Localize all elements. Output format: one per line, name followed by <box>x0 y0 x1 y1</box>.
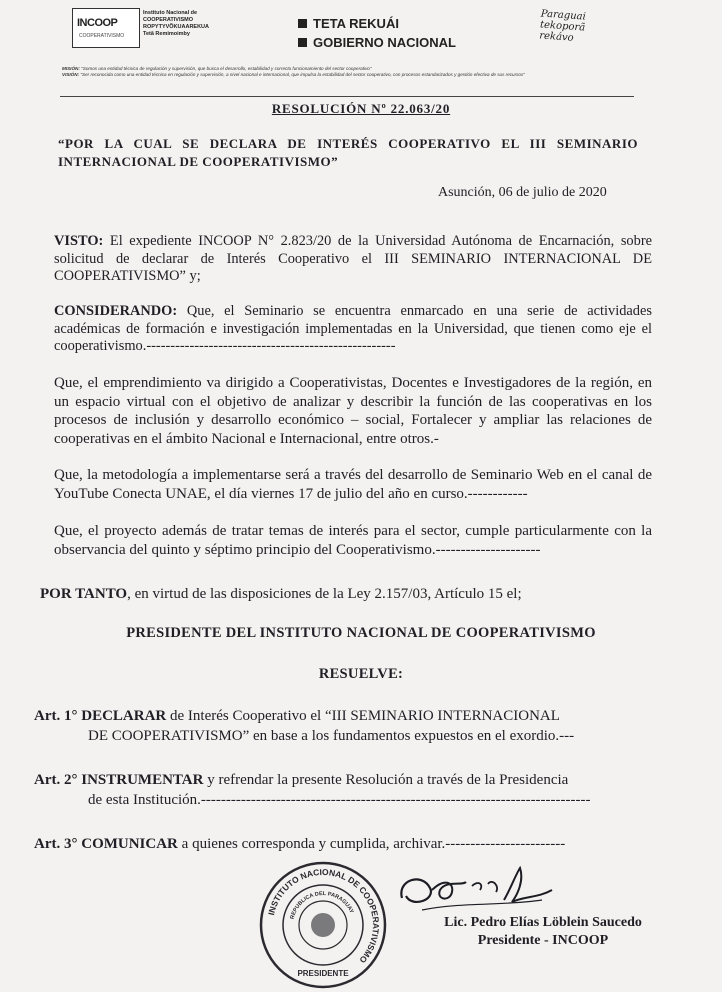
signer-name: Lic. Pedro Elías Löblein Saucedo <box>444 915 642 930</box>
art3-label: Art. 3° COMUNICAR <box>34 836 178 852</box>
que-paragraph-3: Que, el proyecto además de tratar temas de interés para el sector, cumple particularmente con la observancia del quinto y séptimo principio del Cooperativismo.--------------------- <box>54 523 652 558</box>
seal-bottom-text: PRESIDENTE <box>297 969 349 978</box>
por-tanto-label: POR TANTO <box>40 586 128 602</box>
gov-line-1: TETA REKUÁI <box>313 16 399 31</box>
document-date: Asunción, 06 de julio de 2020 <box>438 185 607 200</box>
py-logo-line: tekoporã <box>539 19 586 34</box>
paraguay-logo <box>539 8 586 44</box>
seal-ring-text: INSTITUTO NACIONAL DE COOPERATIVISMO <box>266 866 382 966</box>
handwritten-signature <box>392 860 562 920</box>
institution-line: COOPERATIVISMO <box>143 17 194 23</box>
art2-text-b: de esta Institución.------------------------------------------------------------------------------ <box>88 792 591 808</box>
visto-paragraph <box>54 233 652 286</box>
art1-label: Art. 1° DECLARAR <box>34 708 167 724</box>
considerando-paragraph <box>54 303 652 356</box>
signer-title: Presidente - INCOOP <box>477 933 609 948</box>
incoop-logo <box>72 8 140 48</box>
signer-block <box>408 914 678 950</box>
que-paragraph-1: Que, el emprendimiento va dirigido a Cooperativistas, Docentes e Investigadores de la región, en un espacio virtual con el objetivo de analizar y describir la función de las cooperativas en los procesos de inclusión y desarrollo económico – social, Fortalecer y ampliar las relaciones de cooperativas en el ámbito Nacional e Internacional, entre otros.- <box>54 375 652 447</box>
py-logo-line: rekávo <box>538 30 574 44</box>
logo-sub: COOPERATIVISMO <box>79 33 125 39</box>
institution-line: Instituto Nacional de <box>143 10 198 16</box>
vision-text: "Ser reconocida como una entidad técnica en regulación y supervisión, a nivel nacional e internacional, que impulsa la estabilidad del sector cooperativo, con procesos estandarizados y gestión efectiva de sus recursos" <box>80 71 525 77</box>
por-tanto-text: , en virtud de las disposiciones de la Ley 2.157/03, Artículo 15 el; <box>127 586 522 602</box>
por-tanto-paragraph <box>40 585 660 604</box>
considerando-text: Que, el Seminario se encuentra enmarcado en una serie de actividades académicas de formación e investigación implementadas en la Universidad, que tienen como eje el cooperativismo.---------------------------------------------------- <box>54 303 652 354</box>
article-3 <box>34 834 674 854</box>
mision-label: MISIÓN: <box>62 66 80 71</box>
resolution-number <box>0 101 722 117</box>
resuelve-heading: RESUELVE: <box>318 666 404 682</box>
president-heading: PRESIDENTE DEL INSTITUTO NACIONAL DE COOPERATIVISMO <box>126 625 596 641</box>
art3-text: a quienes corresponda y cumplida, archivar.------------------------ <box>177 836 566 852</box>
resolution-title: “POR LA CUAL SE DECLARA DE INTERÉS COOPERATIVO EL III SEMINARIO INTERNACIONAL DE COOPERATIVISMO” <box>58 136 638 169</box>
visto-text: El expediente INCOOP N° 2.823/20 de la Universidad Autónoma de Encarnación, sobre solicitud de declarar de Interés Cooperativo el III SEMINARIO INTERNACIONAL DE COOPERATIVISMO” y; <box>54 233 652 284</box>
py-logo-line: Paraguai <box>540 8 587 23</box>
government-label <box>298 14 456 52</box>
considerando-label: CONSIDERANDO: <box>54 303 178 319</box>
article-1 <box>34 706 674 746</box>
logo-text: INCOOP <box>77 17 118 29</box>
visto-label: VISTO: <box>54 233 104 249</box>
art2-label: Art. 2° INSTRUMENTAR <box>34 772 204 788</box>
institution-seal <box>258 860 388 990</box>
seal-inner-text: REPUBLICA DEL PARAGUAY <box>289 890 355 920</box>
mission-vision <box>62 66 622 77</box>
que-paragraph-2: Que, la metodología a implementarse será a través del desarrollo de Seminario Web en el canal de YouTube Conecta UNAE, el día viernes 17 de julio del año en curso.------------ <box>54 467 652 502</box>
header-divider <box>60 96 634 97</box>
art1-text-a: de Interés Cooperativo el “III SEMINARIO INTERNACIONAL <box>166 708 560 724</box>
square-bullet-icon <box>298 38 307 47</box>
institution-name <box>143 10 209 38</box>
gov-line-2: GOBIERNO NACIONAL <box>313 35 456 50</box>
art1-text-b: DE COOPERATIVISMO” en base a los fundamentos expuestos en el exordio.--- <box>88 728 575 744</box>
art2-text-a: y refrendar la presente Resolución a través de la Presidencia <box>203 772 569 788</box>
vision-label: VISIÓN: <box>62 71 80 77</box>
resolution-number-text: RESOLUCIÓN Nº 22.063/20 <box>271 101 451 116</box>
mision-text: "Somos una entidad técnica de regulación y supervisión, que busca el desarrollo, estabilidad y correcto funcionamiento del sector cooperativo" <box>81 66 372 71</box>
article-2 <box>34 770 674 810</box>
square-bullet-icon <box>298 19 307 28</box>
institution-line: Tetã Remimoimby <box>143 31 190 37</box>
institution-line: ROPYTYVÕKUAAREKUA <box>143 24 210 30</box>
